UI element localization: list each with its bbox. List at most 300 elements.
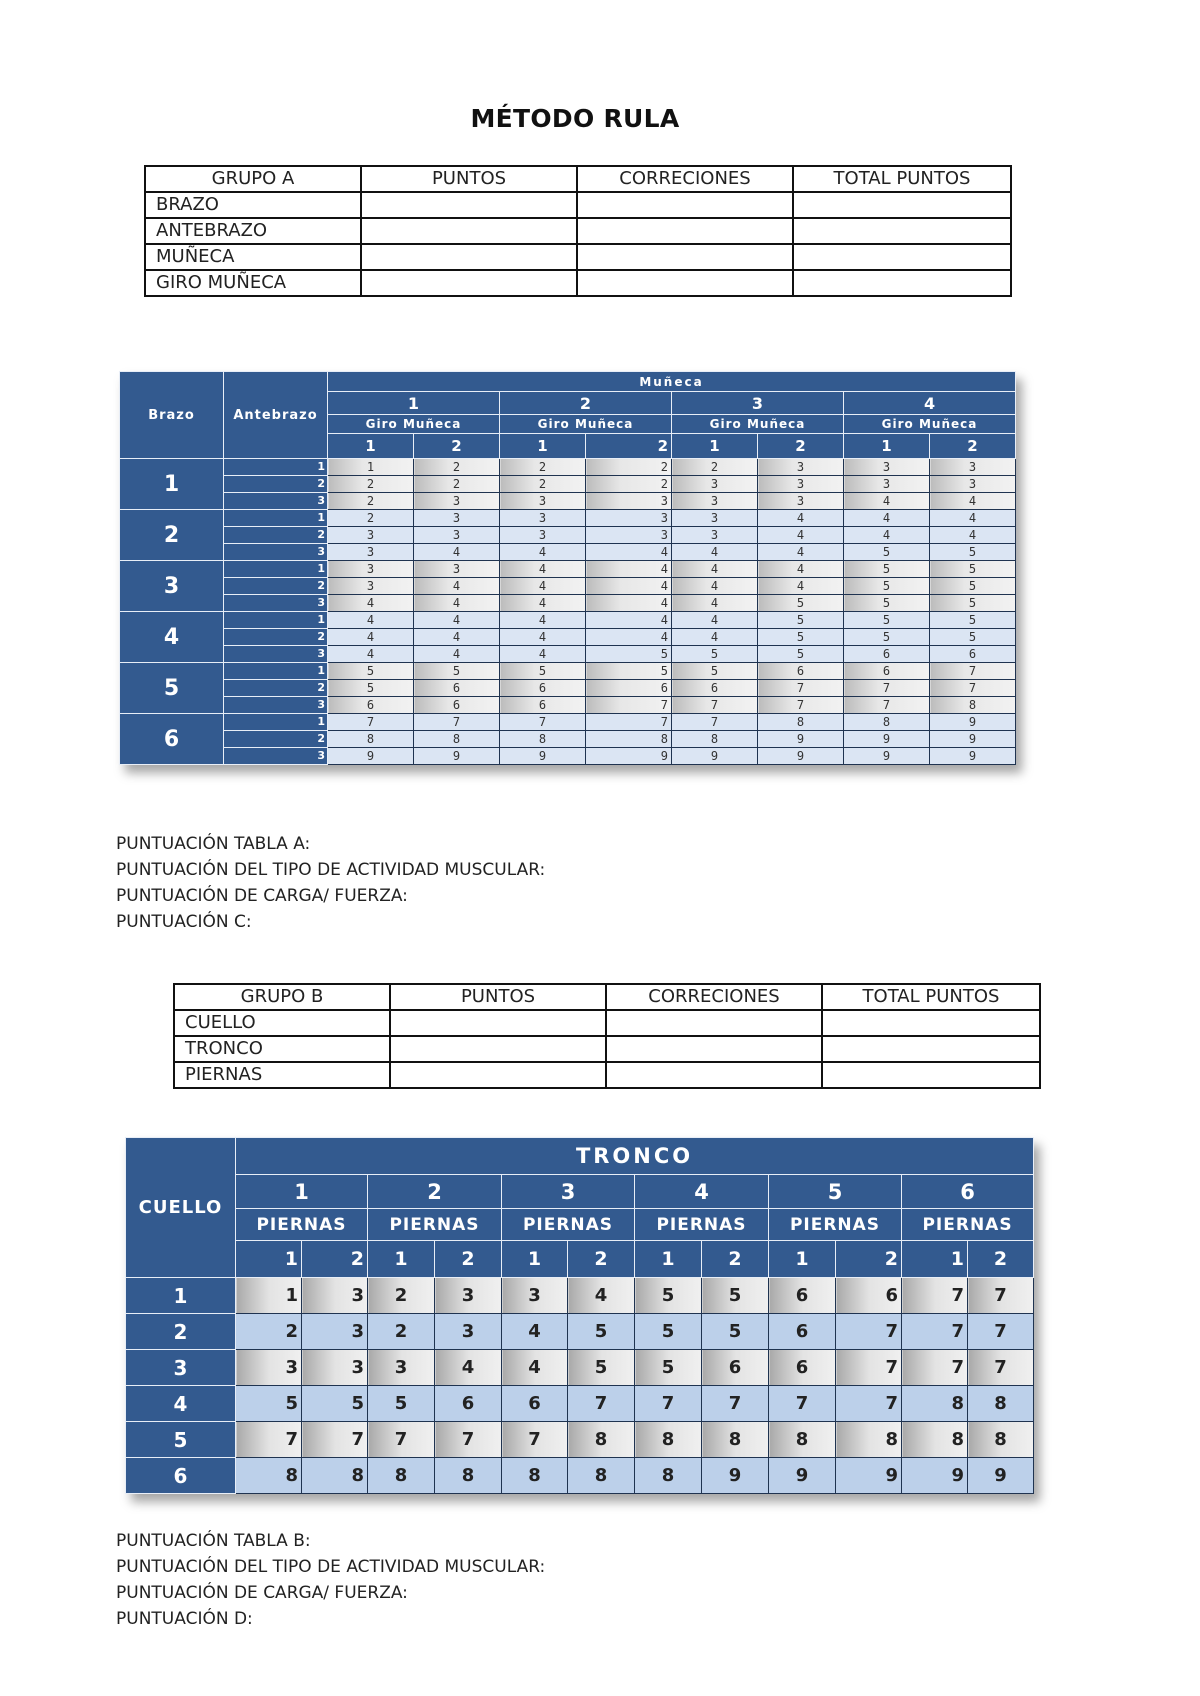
- table-b-cell: 9: [968, 1458, 1034, 1494]
- puntos-cell[interactable]: [361, 218, 577, 244]
- table-a-cell: 4: [414, 544, 500, 561]
- table-a-row: [120, 561, 1016, 578]
- table-b-cell: 9: [702, 1458, 769, 1494]
- table-a-cell: 4: [500, 595, 586, 612]
- table-b-cell: 8: [236, 1458, 302, 1494]
- table-a-cell: 4: [414, 646, 500, 663]
- giro-muneca-label: Giro Muñeca: [844, 415, 1016, 434]
- giro-value: 1: [672, 434, 758, 459]
- table-b-cell: 3: [236, 1350, 302, 1386]
- table-a-cell: 5: [844, 612, 930, 629]
- table-b-cell: 3: [302, 1314, 368, 1350]
- total-cell[interactable]: [822, 1010, 1040, 1036]
- tronco-value: 6: [902, 1175, 1034, 1209]
- puntos-cell[interactable]: [361, 244, 577, 270]
- wrist-value-3: 3: [672, 392, 844, 415]
- muneca-header: Muñeca: [328, 372, 1016, 392]
- table-b-cell: 5: [236, 1386, 302, 1422]
- total-cell[interactable]: [822, 1062, 1040, 1088]
- table-a-cell: 4: [844, 510, 930, 527]
- total-cell[interactable]: [793, 270, 1011, 296]
- table-a-cell: 3: [328, 578, 414, 595]
- table-a-row: [120, 646, 1016, 663]
- table-a-cell: 5: [844, 544, 930, 561]
- table-b-cell: 6: [702, 1350, 769, 1386]
- table-a-cell: 4: [758, 544, 844, 561]
- table-b-cell: 7: [502, 1422, 568, 1458]
- table-a-cell: 3: [844, 459, 930, 476]
- table-b-cell: 5: [702, 1314, 769, 1350]
- table-a-cell: 9: [930, 714, 1016, 731]
- antebrazo-header: Antebrazo: [224, 372, 328, 459]
- table-b-cell: 7: [236, 1422, 302, 1458]
- table-b-cell: 7: [902, 1314, 968, 1350]
- table-b-cell: 6: [769, 1314, 836, 1350]
- score-tabla-b: PUNTUACIÓN TABLA B:: [116, 1531, 311, 1551]
- table-a-cell: 5: [500, 663, 586, 680]
- table-b-cell: 1: [236, 1278, 302, 1314]
- score-tabla-a: PUNTUACIÓN TABLA A:: [116, 834, 311, 854]
- table-a-cell: 4: [758, 561, 844, 578]
- table-a-cell: 2: [500, 459, 586, 476]
- table-a-cell: 6: [672, 680, 758, 697]
- table-a-row: [120, 459, 1016, 476]
- group-b-header-puntos: PUNTOS: [390, 984, 606, 1010]
- table-b-cell: 7: [702, 1386, 769, 1422]
- table-a-cell: 3: [930, 476, 1016, 493]
- score-carga-fuerza-b: PUNTUACIÓN DE CARGA/ FUERZA:: [116, 1583, 408, 1603]
- table-a-cell: 7: [758, 697, 844, 714]
- piernas-label: PIERNAS: [902, 1209, 1034, 1241]
- cuello-value: 4: [126, 1386, 236, 1422]
- correciones-cell[interactable]: [577, 244, 793, 270]
- correciones-cell[interactable]: [606, 1062, 822, 1088]
- brazo-header: Brazo: [120, 372, 224, 459]
- table-a-cell: 5: [930, 612, 1016, 629]
- table-b-cell: 7: [902, 1278, 968, 1314]
- table-a-cell: 5: [930, 544, 1016, 561]
- giro-value: 2: [414, 434, 500, 459]
- table-a-cell: 4: [844, 527, 930, 544]
- table-a-cell: 2: [414, 459, 500, 476]
- table-a-cell: 8: [844, 714, 930, 731]
- puntos-cell[interactable]: [390, 1010, 606, 1036]
- score-actividad-muscular-b: PUNTUACIÓN DEL TIPO DE ACTIVIDAD MUSCULAR:: [116, 1557, 546, 1577]
- table-b-cell: 8: [635, 1458, 702, 1494]
- table-a-cell: 4: [672, 629, 758, 646]
- table-a-cell: 7: [844, 680, 930, 697]
- table-a-cell: 4: [500, 544, 586, 561]
- group-a-header-correciones: CORRECIONES: [577, 166, 793, 192]
- table-a-row: [120, 493, 1016, 510]
- table-a-cell: 4: [586, 595, 672, 612]
- table-a-cell: 3: [758, 459, 844, 476]
- table-a-cell: 9: [930, 731, 1016, 748]
- table-a-cell: 6: [844, 646, 930, 663]
- piernas-value: 1: [635, 1241, 702, 1278]
- antebrazo-value: 2: [224, 680, 328, 697]
- piernas-value: 2: [968, 1241, 1034, 1278]
- antebrazo-value: 2: [224, 731, 328, 748]
- puntos-cell[interactable]: [361, 192, 577, 218]
- antebrazo-value: 1: [224, 663, 328, 680]
- table-b-cell: 5: [568, 1350, 635, 1386]
- table-b-cell: 4: [435, 1350, 502, 1386]
- table-a-cell: 3: [414, 510, 500, 527]
- total-cell[interactable]: [793, 244, 1011, 270]
- group-b-header-row: [174, 984, 1040, 1010]
- score-actividad-muscular-a: PUNTUACIÓN DEL TIPO DE ACTIVIDAD MUSCULAR:: [116, 860, 546, 880]
- table-a-cell: 4: [672, 578, 758, 595]
- table-a-cell: 5: [758, 612, 844, 629]
- table-b-cell: 8: [902, 1422, 968, 1458]
- table-b-cell: 7: [368, 1422, 435, 1458]
- table-a-cell: 3: [844, 476, 930, 493]
- table-a-row: [120, 595, 1016, 612]
- table-a-row: [120, 612, 1016, 629]
- giro-value: 1: [844, 434, 930, 459]
- table-a-row: [120, 510, 1016, 527]
- table-b-cell: 7: [435, 1422, 502, 1458]
- table-b-cell: 6: [769, 1350, 836, 1386]
- correciones-cell[interactable]: [577, 218, 793, 244]
- group-a-table: [144, 165, 1012, 297]
- table-b-cell: 8: [635, 1422, 702, 1458]
- table-a-cell: 5: [930, 561, 1016, 578]
- table-a-cell: 3: [758, 493, 844, 510]
- table-a-cell: 4: [758, 578, 844, 595]
- table-b-cell: 5: [635, 1278, 702, 1314]
- table-b-cell: 8: [968, 1386, 1034, 1422]
- table-b-cell: 4: [568, 1278, 635, 1314]
- table-a-cell: 4: [328, 612, 414, 629]
- table-a-cell: 5: [414, 663, 500, 680]
- table-b-row: [126, 1350, 1034, 1386]
- correciones-cell[interactable]: [577, 192, 793, 218]
- table-b-row: [126, 1314, 1034, 1350]
- table-a-cell: 3: [500, 527, 586, 544]
- table-a-cell: 4: [328, 595, 414, 612]
- group-a-header-total: TOTAL PUNTOS: [793, 166, 1011, 192]
- puntos-cell[interactable]: [390, 1036, 606, 1062]
- table-b-cell: 5: [568, 1314, 635, 1350]
- table-a-cell: 5: [844, 629, 930, 646]
- table-b-cell: 6: [769, 1278, 836, 1314]
- group-b-row-piernas: [174, 1062, 1040, 1088]
- giro-value: 1: [328, 434, 414, 459]
- giro-muneca-label: Giro Muñeca: [328, 415, 500, 434]
- scores-a: [116, 831, 545, 935]
- table-a-cell: 9: [672, 748, 758, 765]
- table-b-cell: 8: [435, 1458, 502, 1494]
- brazo-value: 4: [120, 612, 224, 663]
- group-a-row-giro-muneca: [145, 270, 1011, 296]
- table-a-cell: 6: [500, 697, 586, 714]
- table-a-cell: 3: [586, 510, 672, 527]
- table-a-cell: 5: [844, 578, 930, 595]
- antebrazo-value: 3: [224, 493, 328, 510]
- table-b-cell: 8: [368, 1458, 435, 1494]
- table-a-cell: 6: [844, 663, 930, 680]
- antebrazo-value: 1: [224, 714, 328, 731]
- table-b-cell: 2: [236, 1314, 302, 1350]
- table-b-cell: 6: [435, 1386, 502, 1422]
- table-a-cell: 9: [328, 748, 414, 765]
- table-a-cell: 6: [414, 680, 500, 697]
- group-a-header-row: [145, 166, 1011, 192]
- puntos-cell[interactable]: [390, 1062, 606, 1088]
- table-a-cell: 9: [586, 748, 672, 765]
- table-a-cell: 7: [930, 663, 1016, 680]
- table-a-cell: 2: [672, 459, 758, 476]
- table-a-row: [120, 663, 1016, 680]
- row-label: ANTEBRAZO: [145, 218, 361, 244]
- table-a-cell: 9: [844, 748, 930, 765]
- table-a-cell: 4: [758, 510, 844, 527]
- table-a-cell: 5: [586, 663, 672, 680]
- table-a-cell: 4: [672, 544, 758, 561]
- table-a-cell: 3: [328, 527, 414, 544]
- table-a-cell: 8: [500, 731, 586, 748]
- table-a-cell: 4: [930, 527, 1016, 544]
- table-a-cell: 7: [586, 714, 672, 731]
- antebrazo-value: 3: [224, 544, 328, 561]
- row-label: PIERNAS: [174, 1062, 390, 1088]
- brazo-value: 6: [120, 714, 224, 765]
- total-cell[interactable]: [822, 1036, 1040, 1062]
- group-b-row-cuello: [174, 1010, 1040, 1036]
- table-a-cell: 6: [586, 680, 672, 697]
- antebrazo-value: 2: [224, 578, 328, 595]
- table-b-cell: 7: [836, 1350, 902, 1386]
- table-a-cell: 5: [328, 663, 414, 680]
- table-b-cell: 3: [302, 1350, 368, 1386]
- table-b-cell: 4: [502, 1350, 568, 1386]
- cuello-header: CUELLO: [126, 1138, 236, 1278]
- antebrazo-value: 1: [224, 459, 328, 476]
- wrist-value-4: 4: [844, 392, 1016, 415]
- antebrazo-value: 3: [224, 646, 328, 663]
- table-a-cell: 1: [328, 459, 414, 476]
- total-cell[interactable]: [793, 218, 1011, 244]
- table-a-row: [120, 476, 1016, 493]
- cuello-value: 6: [126, 1458, 236, 1494]
- antebrazo-value: 2: [224, 527, 328, 544]
- table-a-cell: 4: [930, 510, 1016, 527]
- table-a-cell: 3: [328, 561, 414, 578]
- group-b-row-tronco: [174, 1036, 1040, 1062]
- table-b-cell: 7: [968, 1314, 1034, 1350]
- row-label: BRAZO: [145, 192, 361, 218]
- piernas-label: PIERNAS: [502, 1209, 635, 1241]
- group-a-row-brazo: [145, 192, 1011, 218]
- table-a-cell: 7: [844, 697, 930, 714]
- table-a-cell: 5: [758, 629, 844, 646]
- tronco-value: 3: [502, 1175, 635, 1209]
- brazo-value: 1: [120, 459, 224, 510]
- correciones-cell[interactable]: [606, 1036, 822, 1062]
- table-b-row: [126, 1458, 1034, 1494]
- table-b-cell: 5: [702, 1278, 769, 1314]
- table-b-cell: 5: [302, 1386, 368, 1422]
- table-b-cell: 8: [302, 1458, 368, 1494]
- table-a-cell: 2: [500, 476, 586, 493]
- table-a-cell: 5: [328, 680, 414, 697]
- scores-b: [116, 1528, 545, 1632]
- table-b-cell: 5: [368, 1386, 435, 1422]
- piernas-value: 2: [702, 1241, 769, 1278]
- row-label: CUELLO: [174, 1010, 390, 1036]
- piernas-value: 1: [902, 1241, 968, 1278]
- group-a-header-group: GRUPO A: [145, 166, 361, 192]
- antebrazo-value: 3: [224, 697, 328, 714]
- row-label: MUÑECA: [145, 244, 361, 270]
- puntos-cell[interactable]: [361, 270, 577, 296]
- group-a-row-muneca: [145, 244, 1011, 270]
- table-b-cell: 7: [968, 1350, 1034, 1386]
- table-b-cell: 7: [968, 1278, 1034, 1314]
- table-a-cell: 3: [930, 459, 1016, 476]
- table-a-cell: 3: [586, 493, 672, 510]
- table-a-cell: 2: [586, 459, 672, 476]
- table-a-cell: 7: [930, 680, 1016, 697]
- score-c: PUNTUACIÓN C:: [116, 912, 252, 932]
- row-label: GIRO MUÑECA: [145, 270, 361, 296]
- table-a-cell: 4: [500, 629, 586, 646]
- piernas-label: PIERNAS: [368, 1209, 502, 1241]
- table-a-cell: 7: [414, 714, 500, 731]
- table-a-row: [120, 680, 1016, 697]
- table-a-row: [120, 714, 1016, 731]
- table-b-cell: 8: [769, 1422, 836, 1458]
- table-a-cell: 4: [414, 595, 500, 612]
- rula-table-b: [125, 1137, 1034, 1494]
- giro-muneca-label: Giro Muñeca: [672, 415, 844, 434]
- table-b-cell: 9: [769, 1458, 836, 1494]
- cuello-value: 3: [126, 1350, 236, 1386]
- table-b-cell: 7: [635, 1386, 702, 1422]
- table-a-cell: 6: [758, 663, 844, 680]
- table-a-cell: 4: [672, 612, 758, 629]
- table-a-cell: 5: [672, 646, 758, 663]
- table-b-cell: 8: [702, 1422, 769, 1458]
- table-a-cell: 4: [414, 629, 500, 646]
- table-a-cell: 4: [500, 646, 586, 663]
- table-b-cell: 9: [902, 1458, 968, 1494]
- piernas-value: 2: [435, 1241, 502, 1278]
- table-a-cell: 3: [672, 510, 758, 527]
- group-b-header-correciones: CORRECIONES: [606, 984, 822, 1010]
- table-a-cell: 7: [586, 697, 672, 714]
- table-b-cell: 7: [836, 1386, 902, 1422]
- antebrazo-value: 2: [224, 629, 328, 646]
- table-a-cell: 8: [930, 697, 1016, 714]
- table-b-cell: 5: [635, 1350, 702, 1386]
- table-a-cell: 2: [586, 476, 672, 493]
- piernas-label: PIERNAS: [635, 1209, 769, 1241]
- table-b-cell: 3: [502, 1278, 568, 1314]
- table-b-cell: 6: [502, 1386, 568, 1422]
- table-a-cell: 4: [414, 612, 500, 629]
- giro-value: 2: [586, 434, 672, 459]
- group-b-header-group: GRUPO B: [174, 984, 390, 1010]
- table-a-cell: 2: [328, 493, 414, 510]
- table-b-cell: 8: [502, 1458, 568, 1494]
- table-a-cell: 3: [500, 510, 586, 527]
- table-a-cell: 4: [758, 527, 844, 544]
- antebrazo-value: 2: [224, 476, 328, 493]
- table-a-cell: 4: [586, 629, 672, 646]
- group-a-row-antebrazo: [145, 218, 1011, 244]
- table-b-cell: 5: [635, 1314, 702, 1350]
- table-b-cell: 7: [836, 1314, 902, 1350]
- table-a-row: [120, 697, 1016, 714]
- table-a-cell: 3: [414, 527, 500, 544]
- tronco-value: 4: [635, 1175, 769, 1209]
- group-a-header-puntos: PUNTOS: [361, 166, 577, 192]
- table-a-cell: 4: [930, 493, 1016, 510]
- table-a-cell: 4: [414, 578, 500, 595]
- table-a-cell: 8: [758, 714, 844, 731]
- table-a-cell: 6: [930, 646, 1016, 663]
- table-a-cell: 4: [586, 561, 672, 578]
- table-b-cell: 8: [568, 1422, 635, 1458]
- cuello-value: 5: [126, 1422, 236, 1458]
- table-a-cell: 7: [758, 680, 844, 697]
- correciones-cell[interactable]: [577, 270, 793, 296]
- rula-table-a: [119, 371, 1016, 765]
- tronco-value: 5: [769, 1175, 902, 1209]
- giro-value: 2: [930, 434, 1016, 459]
- table-a-cell: 3: [672, 527, 758, 544]
- table-a-cell: 4: [500, 561, 586, 578]
- table-a-cell: 9: [758, 731, 844, 748]
- table-a-cell: 3: [758, 476, 844, 493]
- antebrazo-value: 3: [224, 748, 328, 765]
- table-b-cell: 2: [368, 1314, 435, 1350]
- antebrazo-value: 1: [224, 612, 328, 629]
- giro-value: 2: [758, 434, 844, 459]
- table-a-cell: 4: [500, 612, 586, 629]
- antebrazo-value: 3: [224, 595, 328, 612]
- tronco-header: TRONCO: [236, 1138, 1034, 1175]
- page-title: MÉTODO RULA: [470, 104, 680, 133]
- table-b-cell: 8: [568, 1458, 635, 1494]
- table-b-cell: 6: [836, 1278, 902, 1314]
- table-a-row: [120, 629, 1016, 646]
- table-b-cell: 2: [368, 1278, 435, 1314]
- group-b-table: [173, 983, 1041, 1089]
- table-a-cell: 4: [844, 493, 930, 510]
- table-a-cell: 4: [328, 646, 414, 663]
- brazo-value: 5: [120, 663, 224, 714]
- table-a-cell: 2: [328, 510, 414, 527]
- table-a-cell: 5: [844, 595, 930, 612]
- table-a-cell: 4: [328, 629, 414, 646]
- table-a-cell: 3: [500, 493, 586, 510]
- total-cell[interactable]: [793, 192, 1011, 218]
- table-b-row: [126, 1422, 1034, 1458]
- piernas-value: 1: [502, 1241, 568, 1278]
- piernas-label: PIERNAS: [236, 1209, 368, 1241]
- correciones-cell[interactable]: [606, 1010, 822, 1036]
- table-a-cell: 3: [672, 493, 758, 510]
- table-a-row: [120, 527, 1016, 544]
- piernas-value: 1: [236, 1241, 302, 1278]
- table-a-cell: 2: [328, 476, 414, 493]
- brazo-value: 3: [120, 561, 224, 612]
- table-b-cell: 7: [902, 1350, 968, 1386]
